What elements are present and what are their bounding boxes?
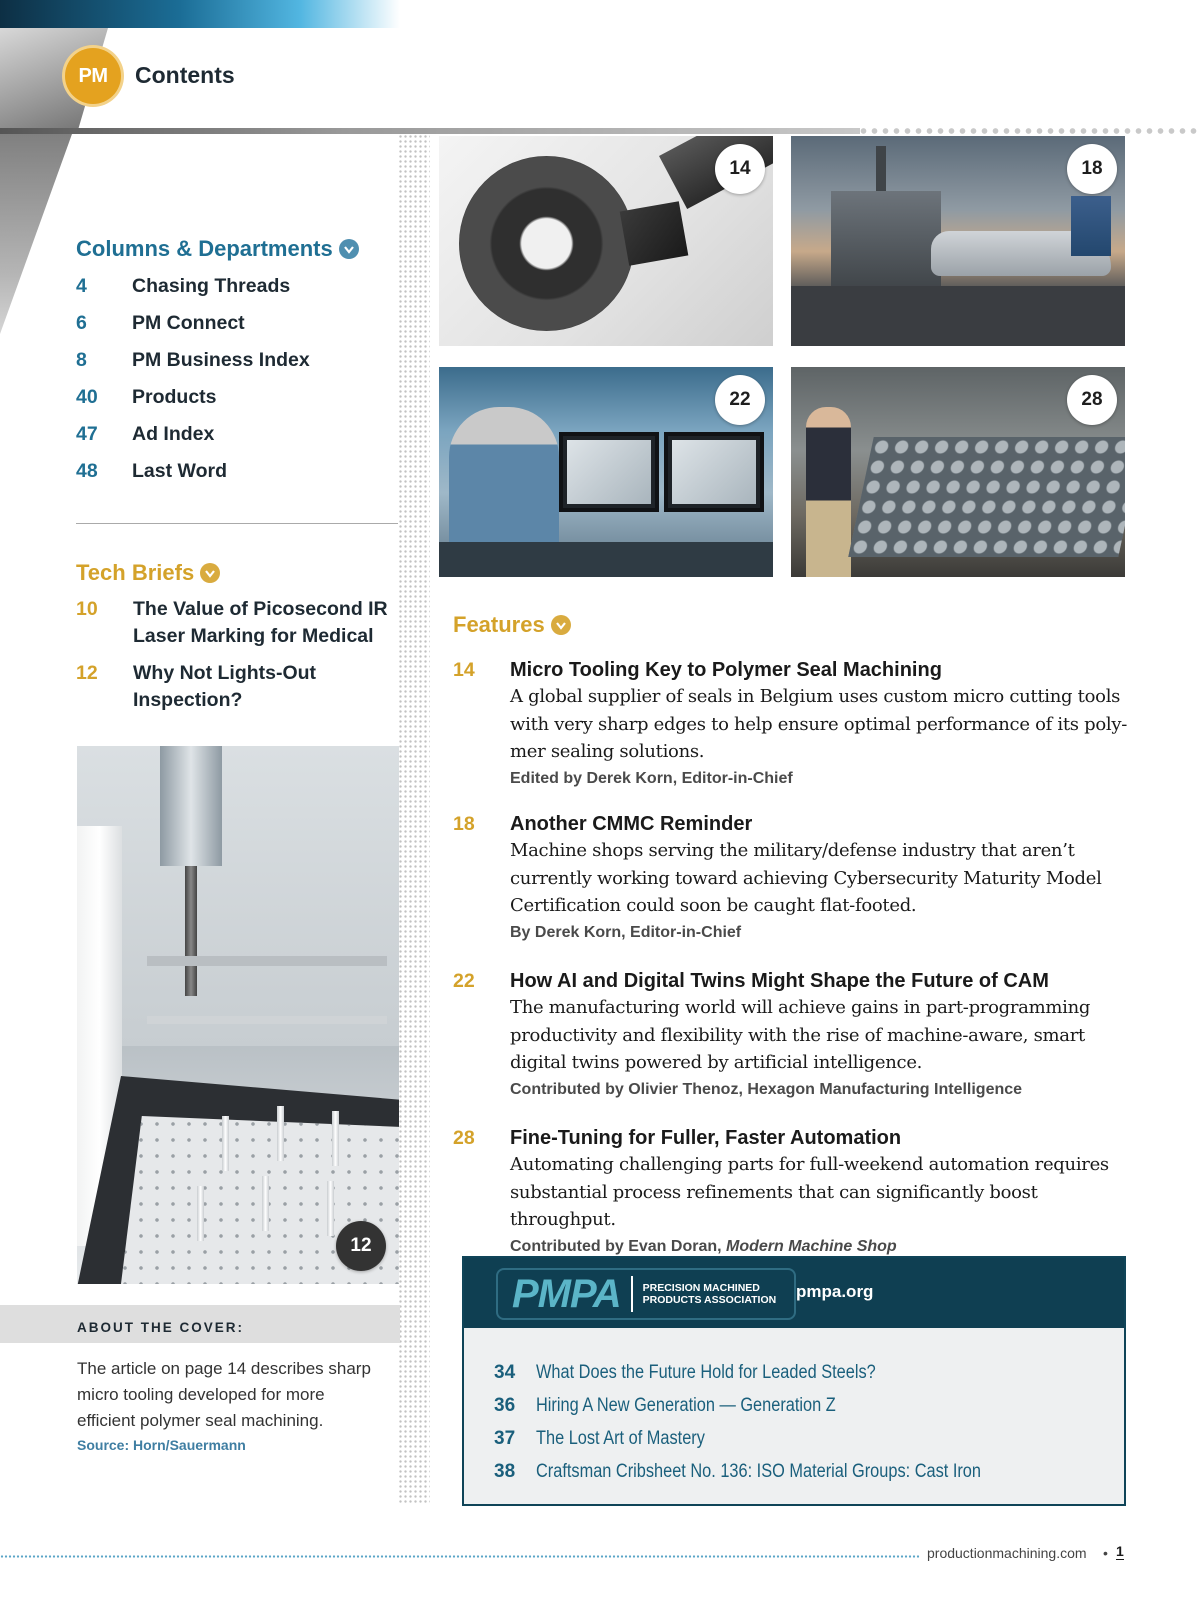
chevron-down-icon — [200, 563, 220, 583]
footer-site-link[interactable]: productionmachining.com — [927, 1545, 1087, 1561]
page-number: 8 — [76, 349, 87, 371]
feature-item[interactable] — [453, 811, 1133, 945]
photo-aircraft-tail — [1071, 196, 1111, 256]
item-label: Products — [132, 386, 217, 408]
pm-logo — [65, 48, 121, 104]
list-item[interactable] — [76, 379, 396, 416]
pmpa-logo-divider — [631, 1276, 633, 1312]
cover-photo[interactable] — [77, 746, 399, 1284]
list-item[interactable] — [494, 1422, 1053, 1455]
photo-rail — [147, 1016, 387, 1024]
feature-title[interactable]: Another CMMC Reminder — [510, 813, 753, 835]
about-cover-text: The article on page 14 describes sharp micro tooling developed for more efficient polymer seal machining. — [77, 1359, 371, 1430]
list-item[interactable] — [494, 1455, 1053, 1488]
page-number: 18 — [453, 813, 475, 835]
header-gradient-bar — [0, 0, 400, 28]
page-badge: 18 — [1067, 144, 1117, 194]
pmpa-logo-mark: PMPA — [512, 1271, 621, 1316]
photo-pin — [222, 1116, 229, 1171]
feature-description: A global supplier of seals in Belgium uses custom micro cutting tools with very sharp edges to help ensure optimal performance of its poly-mer sealing solutions. — [510, 686, 1128, 762]
about-cover-source: Source: Horn/Sauermann — [77, 1437, 246, 1453]
feature-byline: By Derek Korn, Editor-in-Chief — [510, 923, 742, 941]
list-item[interactable] — [76, 305, 396, 342]
tech-briefs-heading — [76, 560, 220, 586]
page-number: 37 — [494, 1427, 516, 1449]
page-number: 28 — [453, 1127, 475, 1149]
feature-description: Automating challenging parts for full-weekend automation requires substantial process refinements that can significantly boost throughput. — [510, 1154, 1109, 1230]
header-dot-rule — [858, 127, 1200, 135]
feature-photo-cam-workstation[interactable] — [439, 367, 773, 577]
list-item[interactable] — [76, 268, 396, 305]
page-title: Contents — [135, 62, 235, 88]
item-label: The Lost Art of Mastery — [536, 1427, 705, 1449]
header-panel — [78, 28, 1200, 130]
byline-publication: Modern Machine Shop — [726, 1237, 897, 1255]
pm-logo-text: PM — [78, 64, 108, 87]
photo-seal-ring — [459, 156, 634, 331]
list-item[interactable] — [494, 1356, 1053, 1389]
feature-byline: Edited by Derek Korn, Editor-in-Chief — [510, 769, 793, 787]
item-label: PM Business Index — [132, 349, 310, 371]
feature-title[interactable]: Micro Tooling Key to Polymer Seal Machining — [510, 659, 942, 681]
pmpa-url-link[interactable]: pmpa.org — [796, 1282, 874, 1301]
page-badge: 12 — [336, 1221, 386, 1271]
photo-monitor — [559, 432, 659, 512]
feature-title[interactable]: Fine-Tuning for Fuller, Faster Automation — [510, 1127, 902, 1149]
photo-pin — [197, 1186, 204, 1241]
chevron-down-icon — [551, 615, 571, 635]
item-label: Last Word — [132, 460, 227, 482]
features-heading — [453, 612, 571, 638]
chevron-down-icon — [339, 239, 359, 259]
page-badge: 28 — [1067, 375, 1117, 425]
page-number: 34 — [494, 1361, 516, 1383]
side-gray-wedge — [0, 134, 72, 334]
page-number: 10 — [76, 598, 98, 620]
feature-photo-aircraft-carrier[interactable] — [791, 136, 1125, 346]
columns-departments-heading — [76, 236, 359, 262]
list-item[interactable] — [76, 342, 396, 379]
header-rule — [0, 128, 860, 134]
item-label: Ad Index — [132, 423, 215, 445]
columns-departments-heading-label: Columns & Departments — [76, 236, 333, 261]
feature-photo-automation-parts[interactable] — [791, 367, 1125, 577]
footer-dot-rule — [0, 1555, 920, 1558]
footer-page-number: 1 — [1116, 1543, 1124, 1559]
photo-probe — [185, 866, 197, 996]
footer-separator: • — [1103, 1545, 1108, 1561]
photo-pin — [262, 1176, 269, 1231]
item-label: Chasing Threads — [132, 275, 291, 297]
vertical-dot-strip — [398, 134, 430, 1504]
photo-cutting-insert — [620, 201, 689, 266]
pmpa-article-list — [494, 1356, 1053, 1488]
page-number: 36 — [494, 1394, 516, 1416]
photo-pin — [327, 1181, 334, 1236]
feature-item[interactable] — [453, 968, 1133, 1102]
feature-item[interactable] — [453, 657, 1133, 791]
page-badge: 14 — [715, 144, 765, 194]
photo-cmm-column — [160, 746, 222, 866]
about-cover-heading: ABOUT THE COVER: — [0, 1305, 400, 1343]
item-label: Craftsman Cribsheet No. 136: ISO Material Groups: Cast Iron — [536, 1460, 981, 1482]
photo-flight-deck — [791, 286, 1125, 346]
item-label: What Does the Future Hold for Leaded Steels? — [536, 1361, 876, 1383]
photo-rail — [147, 956, 387, 966]
item-label: PM Connect — [132, 312, 245, 334]
item-label: Hiring A New Generation — Generation Z — [536, 1394, 836, 1416]
item-label: Why Not Lights-Out Inspection? — [133, 662, 317, 711]
list-item[interactable] — [76, 660, 396, 714]
page-number: 12 — [76, 662, 98, 684]
photo-wall — [77, 746, 399, 1046]
page-number: 38 — [494, 1460, 516, 1482]
features-heading-label: Features — [453, 612, 545, 637]
page-number: 6 — [76, 312, 87, 334]
list-item[interactable] — [76, 596, 396, 650]
photo-monitor — [664, 432, 764, 512]
section-divider — [76, 523, 398, 524]
page-number: 48 — [76, 460, 98, 482]
list-item[interactable] — [76, 453, 396, 490]
columns-departments-list — [76, 268, 396, 490]
feature-byline: Contributed by Olivier Thenoz, Hexagon Manufacturing Intelligence — [510, 1080, 1023, 1098]
photo-pin — [332, 1111, 339, 1166]
feature-description: Machine shops serving the military/defense industry that aren’t currently working toward achieving Cybersecurity Maturity Model Certification could soon be caught flat-footed. — [510, 840, 1102, 916]
page-number: 22 — [453, 970, 475, 992]
byline-text: Contributed by Evan Doran, — [510, 1237, 727, 1255]
page-number: 40 — [76, 386, 98, 408]
pmpa-logo — [496, 1268, 796, 1320]
item-label: The Value of Picosecond IR Laser Marking for Medical — [133, 598, 388, 647]
pmpa-box — [462, 1256, 1126, 1506]
feature-title[interactable]: How AI and Digital Twins Might Shape the Future of CAM — [510, 970, 1049, 992]
photo-desk — [439, 542, 773, 577]
feature-description: The manufacturing world will achieve gains in part-programming productivity and flexibility with the rise of machine-aware, smart digital twins powered by artificial intelligence. — [510, 997, 1091, 1073]
tech-briefs-heading-label: Tech Briefs — [76, 560, 195, 585]
pmpa-logo-subtitle: PRECISION MACHINED PRODUCTS ASSOCIATION — [642, 1282, 777, 1306]
photo-machinist — [806, 407, 851, 577]
page-number: 4 — [76, 275, 87, 297]
feature-photo-micro-tooling[interactable] — [439, 136, 773, 346]
list-item[interactable] — [494, 1389, 1053, 1422]
page-number: 14 — [453, 659, 475, 681]
photo-pin — [277, 1106, 284, 1161]
feature-byline — [510, 1234, 1130, 1259]
page-number: 47 — [76, 423, 98, 445]
photo-mast — [876, 146, 886, 196]
photo-parts-rack — [848, 437, 1125, 557]
feature-item[interactable] — [453, 1125, 1133, 1259]
pmpa-header-band — [464, 1258, 1124, 1328]
tech-briefs-list — [76, 596, 396, 724]
list-item[interactable] — [76, 416, 396, 453]
photo-island-tower — [831, 191, 941, 291]
page-badge: 22 — [715, 375, 765, 425]
